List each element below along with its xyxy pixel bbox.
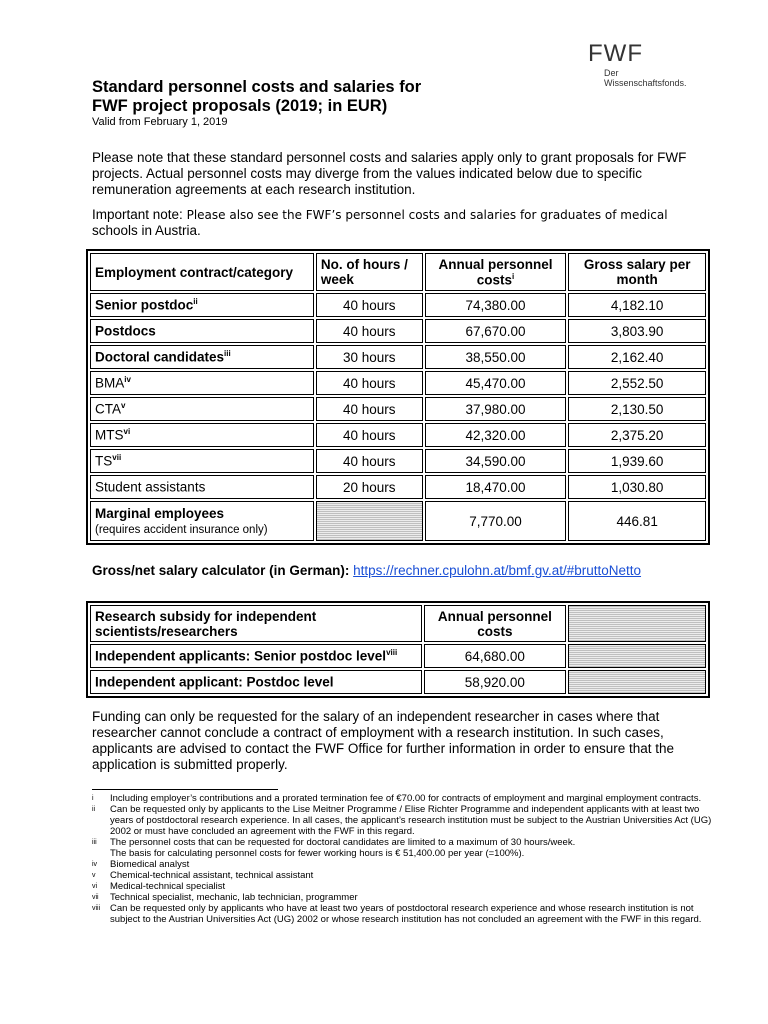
footnote-text: Technical specialist, mechanic, lab technician, programmer <box>110 892 358 903</box>
row-gross: 4,182.10 <box>568 293 706 317</box>
table-row <box>90 293 706 317</box>
footnote-text: Biomedical analyst <box>110 859 190 870</box>
important-note <box>92 207 712 239</box>
row-hours: 40 hours <box>316 371 423 395</box>
footnote-divider <box>92 789 278 790</box>
intro-paragraph: Please note that these standard personnel costs and salaries apply only to grant proposals for FWF projects. Actual personnel costs may diverge from the values indicated below due to specific remuneration agreements at each research institution. <box>92 150 687 197</box>
row-gross: 1,030.80 <box>568 475 706 499</box>
marginal-annual: 7,770.00 <box>425 501 567 541</box>
row-hours: 40 hours <box>316 397 423 421</box>
logo-mark: FWF <box>588 40 643 67</box>
header-gross: Gross salary per month <box>568 253 706 291</box>
table-row <box>90 644 706 668</box>
table-row <box>90 449 706 473</box>
row-category: Independent applicant: Postdoc level <box>90 670 422 694</box>
table-row-marginal <box>90 501 706 541</box>
hatched-cell <box>316 501 423 541</box>
independent-research-table <box>86 601 710 698</box>
row-gross: 2,375.20 <box>568 423 706 447</box>
footnotes <box>92 793 712 925</box>
footnote-text: Can be requested only by applicants to the Lise Meitner Programme / Elise Richter Programme and independent applicants with at least two years of postdoctoral research experience. In all cases, the applicant’s research institution must be subject to the Austrian Universities Act (UG) 2002 or must have concluded an agreement with the FWF in this regard. <box>110 804 712 837</box>
marginal-gross: 446.81 <box>568 501 706 541</box>
footnote-text: Can be requested only by applicants who have at least two years of postdoctoral research experience and whose research institution is not subject to the Austrian Universities Act (UG) 2002 or whose research institution has not concluded an agreement with the FWF in this regard. <box>110 903 702 925</box>
footnote <box>92 859 712 870</box>
row-hours: 30 hours <box>316 345 423 369</box>
calculator-label: Gross/net salary calculator (in German): <box>92 563 350 578</box>
footnote-mark: v <box>92 872 96 879</box>
row-category: BMA$^{iv}$ <box>90 371 314 395</box>
table-row <box>90 319 706 343</box>
row-annual: 37,980.00 <box>425 397 567 421</box>
footnote-text: The basis for calculating personnel costs for fewer working hours is € 51,400.00 per year (=100%). <box>110 848 525 859</box>
row-annual: 64,680.00 <box>424 644 566 668</box>
salary-table <box>86 249 710 545</box>
footnote-mark: ii <box>92 806 96 813</box>
row-gross: 1,939.60 <box>568 449 706 473</box>
table-header-row <box>90 253 706 291</box>
table-row <box>90 670 706 694</box>
table-row <box>90 345 706 369</box>
row-category: MTS$^{vi}$ <box>90 423 314 447</box>
row-category: Doctoral candidates$^{iii}$ <box>90 345 314 369</box>
footnote-text: Medical-technical specialist <box>110 881 226 892</box>
logo-tagline: Der Wissenschaftsfonds. <box>604 68 687 88</box>
footnote <box>92 870 712 881</box>
row-annual: 67,670.00 <box>425 319 567 343</box>
footnote-mark: i <box>92 795 94 802</box>
footnote <box>92 793 712 804</box>
header-category: Employment contract/category <box>90 253 314 291</box>
footnote <box>92 848 712 859</box>
hatched-cell <box>568 670 706 694</box>
calculator-link[interactable]: https://rechner.cpulohn.at/bmf.gv.at/#bruttoNetto <box>353 563 642 578</box>
funding-paragraph: Funding can only be requested for the salary of an independent researcher in cases where that researcher cannot conclude a contract of employment with a research institution. In such cases, applicants are advised to contact the FWF Office for further information in order to ensure that the application is submitted properly. <box>92 709 675 772</box>
marginal-category: Marginal employees (requires accident insurance only) <box>90 501 314 541</box>
row-hours: 20 hours <box>316 475 423 499</box>
row-hours: 40 hours <box>316 293 423 317</box>
row-category: Senior postdoc$^{ii}$ <box>90 293 314 317</box>
footnote-mark: vii <box>92 894 99 901</box>
header-subsidy: Research subsidy for independent scientists/researchers <box>90 605 422 642</box>
footnote-mark: viii <box>92 905 101 912</box>
important-note-text-2: schools in Austria. <box>92 223 201 238</box>
row-gross: 2,552.50 <box>568 371 706 395</box>
row-annual: 58,920.00 <box>424 670 566 694</box>
hatched-cell <box>568 644 706 668</box>
footnote-mark: iv <box>92 861 98 868</box>
header-hours: No. of hours / week <box>316 253 423 291</box>
important-note-label: Important note: <box>92 207 183 222</box>
footnote-text: Chemical-technical assistant, technical assistant <box>110 870 314 881</box>
footnote <box>92 837 712 848</box>
footnote <box>92 881 712 892</box>
row-category: TS$^{vii}$ <box>90 449 314 473</box>
row-category: Independent applicants: Senior postdoc level$^{viii}$ <box>90 644 422 668</box>
footnote-text: Including employer’s contributions and a prorated termination fee of €70.00 for contracts of employment and marginal employment contracts. <box>110 793 702 804</box>
valid-from: Valid from February 1, 2019 <box>92 116 228 128</box>
title-line-1: Standard personnel costs and salaries for <box>92 78 422 96</box>
header-annual: Annual personnel costs$^i$ <box>425 253 567 291</box>
row-gross: 3,803.90 <box>568 319 706 343</box>
row-annual: 38,550.00 <box>425 345 567 369</box>
title-line-2: FWF project proposals (2019; in EUR) <box>92 97 388 115</box>
table-header-row <box>90 605 706 642</box>
footnote-mark: iii <box>92 839 97 846</box>
row-category: CTA$^v$ <box>90 397 314 421</box>
table-row <box>90 371 706 395</box>
table-row <box>90 397 706 421</box>
hatched-cell <box>568 605 706 642</box>
footnote-mark <box>92 848 110 859</box>
table-row <box>90 475 706 499</box>
table-row <box>90 423 706 447</box>
row-category: Postdocs <box>90 319 314 343</box>
footnote-mark: vi <box>92 883 98 890</box>
header-annual-costs: Annual personnel costs <box>424 605 566 642</box>
salary-calculator <box>92 563 641 578</box>
page-title <box>92 78 652 116</box>
important-note-text: Please also see the FWF’s personnel costs and salaries for graduates of medical <box>186 208 668 222</box>
row-hours: 40 hours <box>316 319 423 343</box>
row-annual: 74,380.00 <box>425 293 567 317</box>
row-annual: 34,590.00 <box>425 449 567 473</box>
row-gross: 2,130.50 <box>568 397 706 421</box>
row-gross: 2,162.40 <box>568 345 706 369</box>
row-hours: 40 hours <box>316 423 423 447</box>
row-annual: 45,470.00 <box>425 371 567 395</box>
row-annual: 18,470.00 <box>425 475 567 499</box>
footnote <box>92 892 712 903</box>
row-category: Student assistants <box>90 475 314 499</box>
footnote <box>92 804 712 837</box>
footnote <box>92 903 712 925</box>
footnote-text: The personnel costs that can be requested for doctoral candidates are limited to a maximum of 30 hours/week. <box>110 837 576 848</box>
row-hours: 40 hours <box>316 449 423 473</box>
row-annual: 42,320.00 <box>425 423 567 447</box>
